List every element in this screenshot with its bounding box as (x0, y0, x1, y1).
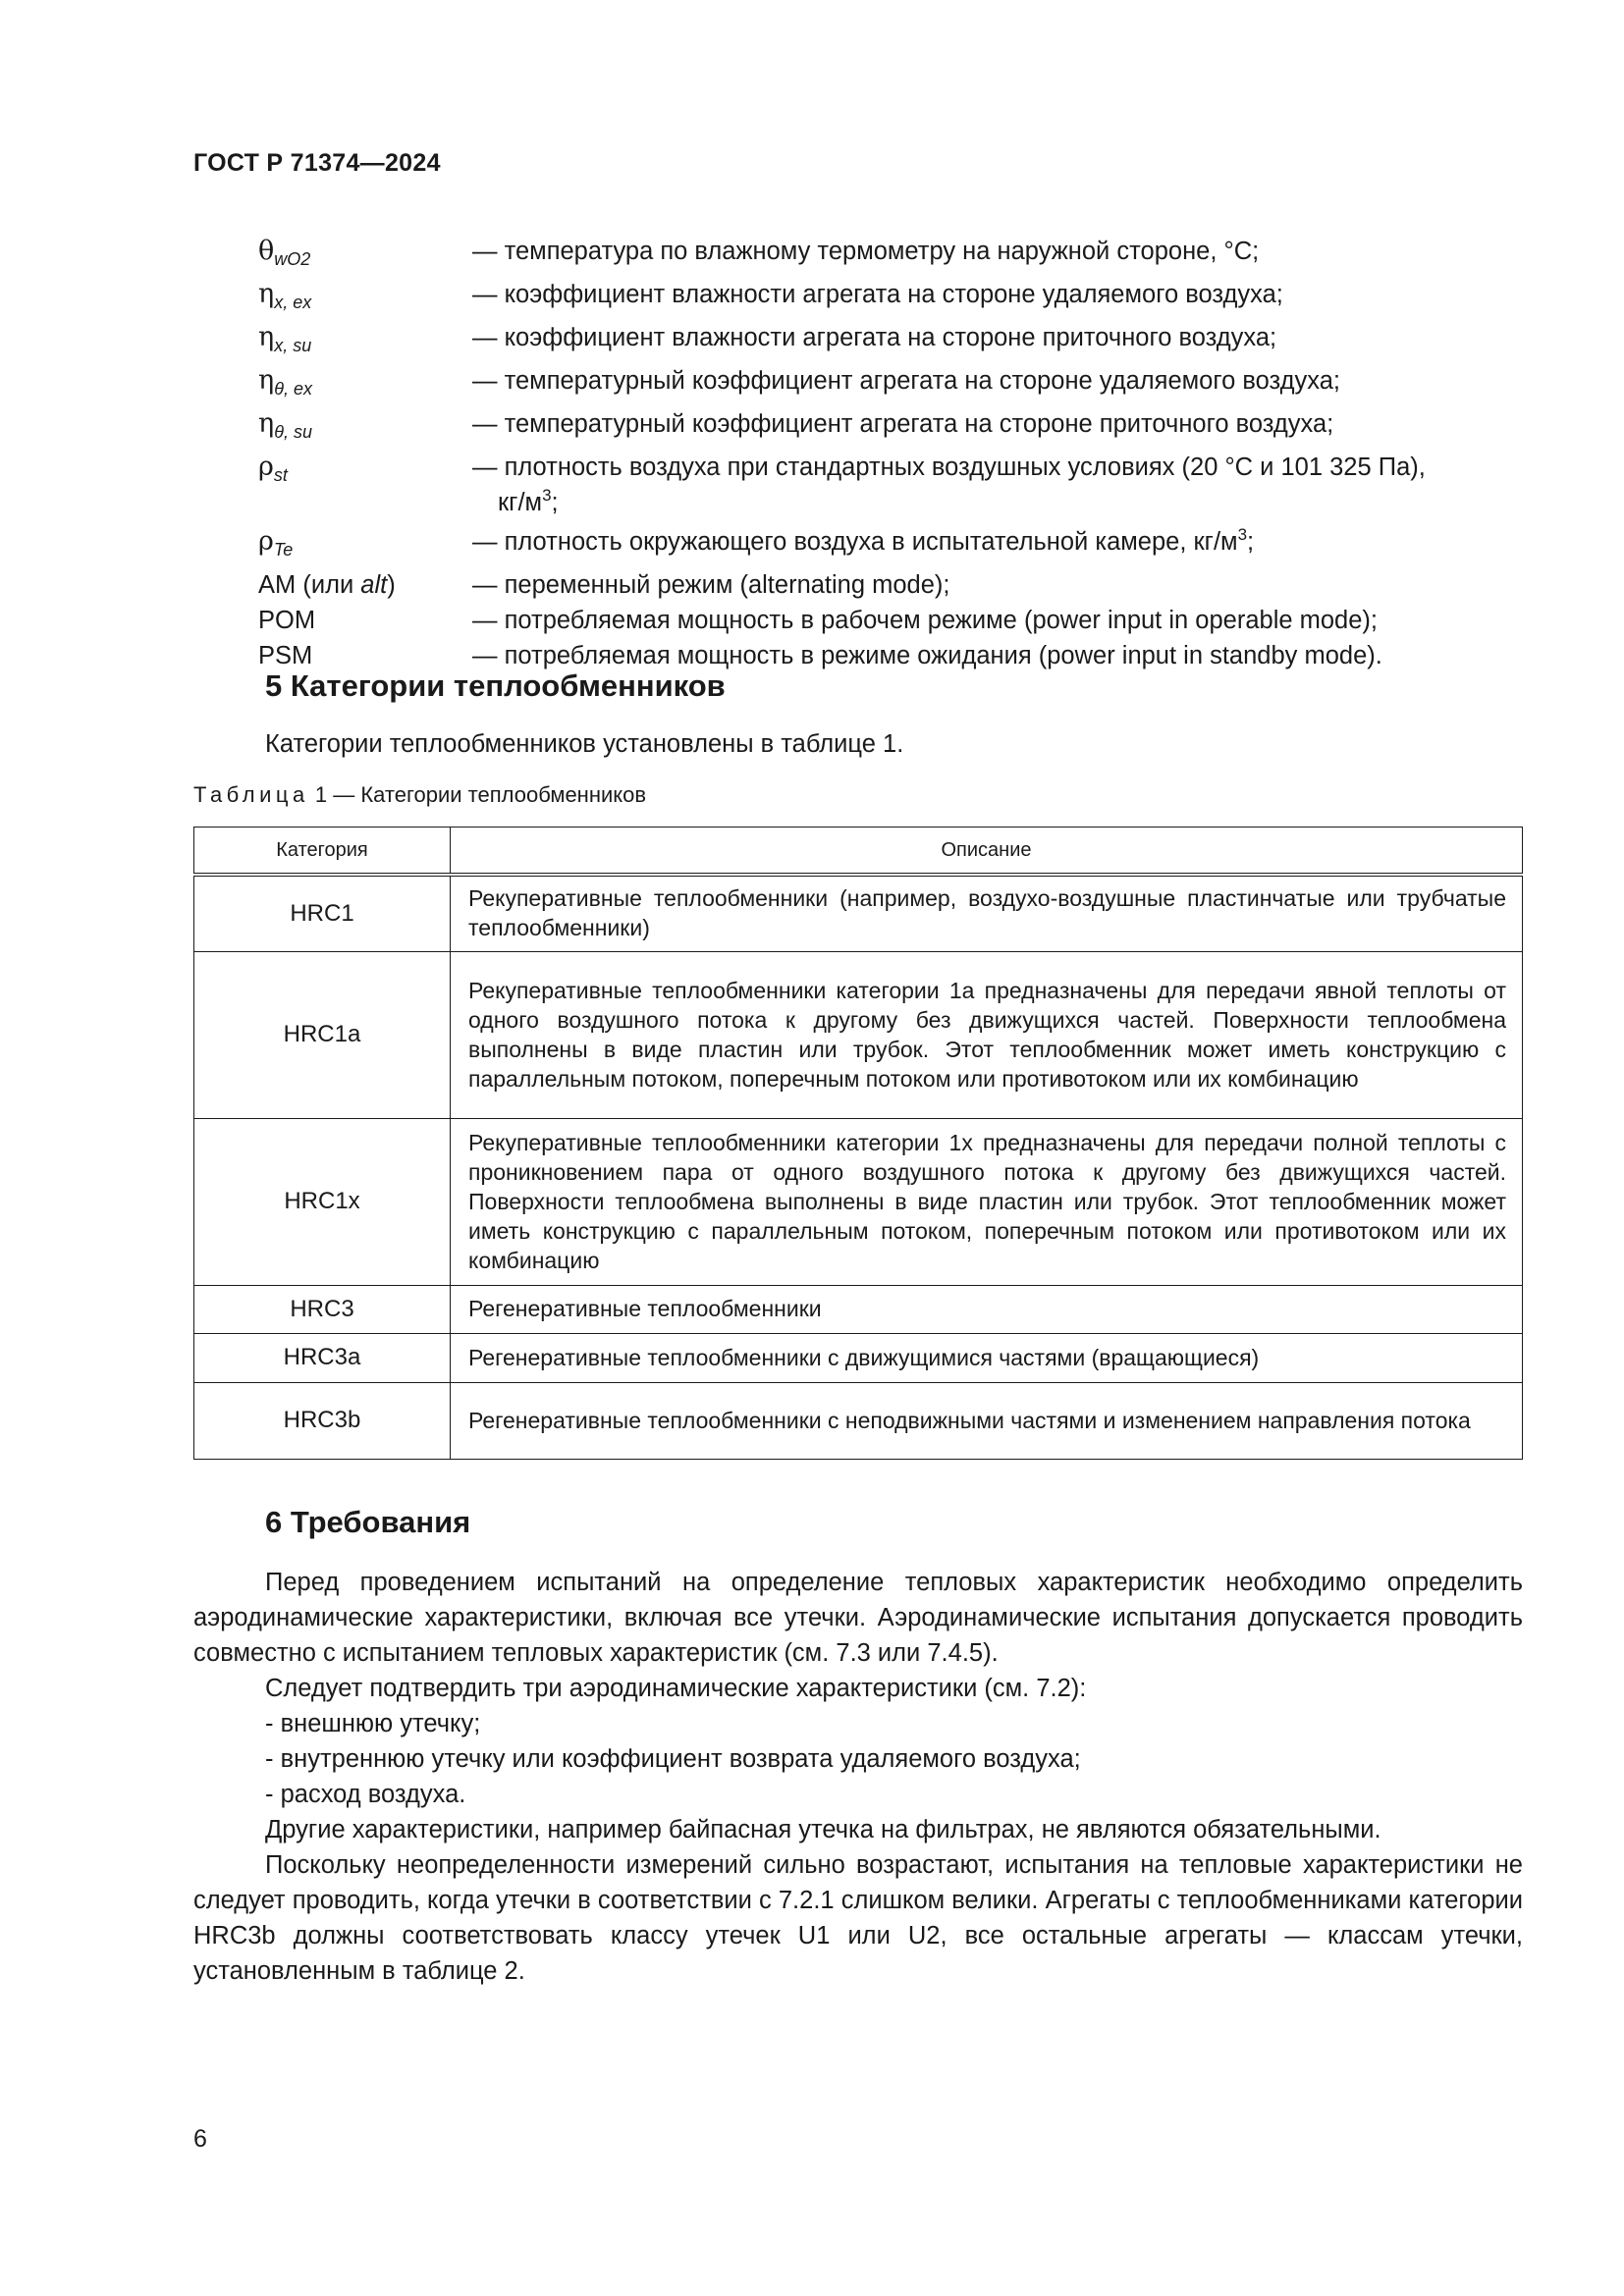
list-item: - внешнюю утечку; (265, 1710, 481, 1737)
list-item: - внутреннюю утечку или коэффициент возврата удаляемого воздуха; (265, 1745, 1081, 1773)
definition-row (258, 524, 1535, 567)
definition-text: — коэффициент влажности агрегата на стороне удаляемого воздуха; (472, 281, 1283, 308)
definition-symbol: $\eta_{\theta, su}$ (258, 408, 312, 442)
table-header-row (194, 828, 1523, 876)
category-code: HRC1 (194, 875, 451, 951)
category-description: Регенеративные теплообменники с неподвижными частями и изменением направления потока (451, 1382, 1523, 1459)
definition-symbol: $\eta_{\theta, ex}$ (258, 365, 312, 399)
definition-row (258, 567, 1535, 603)
definition-row (258, 234, 1535, 277)
table-row (194, 1382, 1523, 1459)
category-description: Регенеративные теплообменники (451, 1285, 1523, 1333)
definition-symbol: $\rho_{st}$ (258, 452, 288, 485)
symbol-definitions (258, 234, 1535, 673)
table-row (194, 875, 1523, 951)
definition-symbol: PSM (258, 642, 313, 669)
definition-text: — температурный коэффициент агрегата на стороне приточного воздуха; (472, 410, 1334, 438)
paragraph: Перед проведением испытаний на определение тепловых характеристик необходимо определить аэродинамические характеристики, включая все утечки. Аэродинамические испытания допускается проводить совместно с испытанием тепловых характеристик (см. 7.3 или 7.4.5). (193, 1569, 1523, 1667)
table-caption: Таблица 1 — Категории теплообменников (193, 782, 647, 807)
definition-symbol: $\eta_{x, su}$ (258, 322, 312, 355)
table-row (194, 951, 1523, 1118)
category-code: HRC1x (194, 1118, 451, 1285)
definition-text: — температурный коэффициент агрегата на стороне удаляемого воздуха; (472, 367, 1341, 395)
definition-row (258, 406, 1535, 450)
section-6-body (193, 1565, 1523, 1989)
category-code: HRC3a (194, 1333, 451, 1382)
definition-symbol: POM (258, 607, 316, 634)
table-row (194, 1333, 1523, 1382)
column-header-category: Категория (194, 828, 451, 876)
definition-symbol: $\theta_{wO2}$ (258, 236, 311, 269)
page-number: 6 (193, 2125, 207, 2153)
definition-text: — потребляемая мощность в рабочем режиме (power input in operable mode); (472, 607, 1378, 634)
definition-symbol: AM (или alt) (258, 571, 396, 599)
section-6-heading: 6 Требования (265, 1505, 471, 1539)
definition-text: — коэффициент влажности агрегата на стороне приточного воздуха; (472, 324, 1277, 351)
definition-row (258, 320, 1535, 363)
definition-row (258, 603, 1535, 638)
section-5-heading: 5 Категории теплообменников (265, 668, 726, 703)
document-header: ГОСТ Р 71374—2024 (193, 149, 441, 177)
paragraph: Другие характеристики, например байпасная утечка на фильтрах, не являются обязательными. (265, 1816, 1381, 1843)
categories-table (193, 827, 1523, 1460)
definition-text: — переменный режим (alternating mode); (472, 571, 950, 599)
category-description: Рекуперативные теплообменники категории 1х предназначены для передачи полной теплоты с проникновением пара от одного воздушного потока к другому без движущихся частей. Поверхности теплообмена выполнены в виде пластин или трубок. Этот теплообменник может иметь конструкцию с параллельным потоком, поперечным потоком или противотоком или их комбинацию (451, 1118, 1523, 1285)
category-code: HRC1a (194, 951, 451, 1118)
definition-symbol: $\rho_{Te}$ (258, 526, 294, 560)
table-row (194, 1118, 1523, 1285)
paragraph: Поскольку неопределенности измерений сильно возрастают, испытания на тепловые характеристики не следует проводить, когда утечки в соответствии с 7.2.1 слишком велики. Агрегаты с теплообменниками категории HRC3b должны соответствовать классу утечек U1 или U2, все остальные агрегаты — классам утечки, установленным в таблице 2. (193, 1851, 1523, 1985)
table-row (194, 1285, 1523, 1333)
paragraph: Следует подтвердить три аэродинамические характеристики (см. 7.2): (265, 1675, 1087, 1702)
definition-text: — температура по влажному термометру на наружной стороне, °C; (472, 238, 1260, 265)
definition-text: — плотность воздуха при стандартных воздушных условиях (20 °C и 101 325 Па), $кг/м^3$; (472, 454, 1426, 516)
category-code: HRC3 (194, 1285, 451, 1333)
definition-text: — потребляемая мощность в режиме ожидания (power input in standby mode). (472, 642, 1382, 669)
definition-symbol: $\eta_{x, ex}$ (258, 279, 312, 312)
category-description: Рекуперативные теплообменники категории 1а предназначены для передачи явной теплоты от одного воздушного потока к другому без движущихся частей. Поверхности теплообмена выполнены в виде пластин или трубок. Этот теплообменник может иметь конструкцию с параллельным потоком, поперечным потоком или противотоком или их комбинацию (451, 951, 1523, 1118)
definition-row (258, 450, 1535, 520)
list-item: - расход воздуха. (265, 1781, 466, 1808)
column-header-description: Описание (451, 828, 1523, 876)
definition-row (258, 363, 1535, 406)
definition-row (258, 277, 1535, 320)
definition-text: — плотность окружающего воздуха в испытательной камере, $кг/м^3$; (472, 525, 1255, 556)
category-code: HRC3b (194, 1382, 451, 1459)
category-description: Регенеративные теплообменники с движущимися частями (вращающиеся) (451, 1333, 1523, 1382)
section-5-intro: Категории теплообменников установлены в таблице 1. (265, 730, 904, 758)
category-description: Рекуперативные теплообменники (например, воздухо-воздушные пластинчатые или трубчатые теплообменники) (451, 875, 1523, 951)
